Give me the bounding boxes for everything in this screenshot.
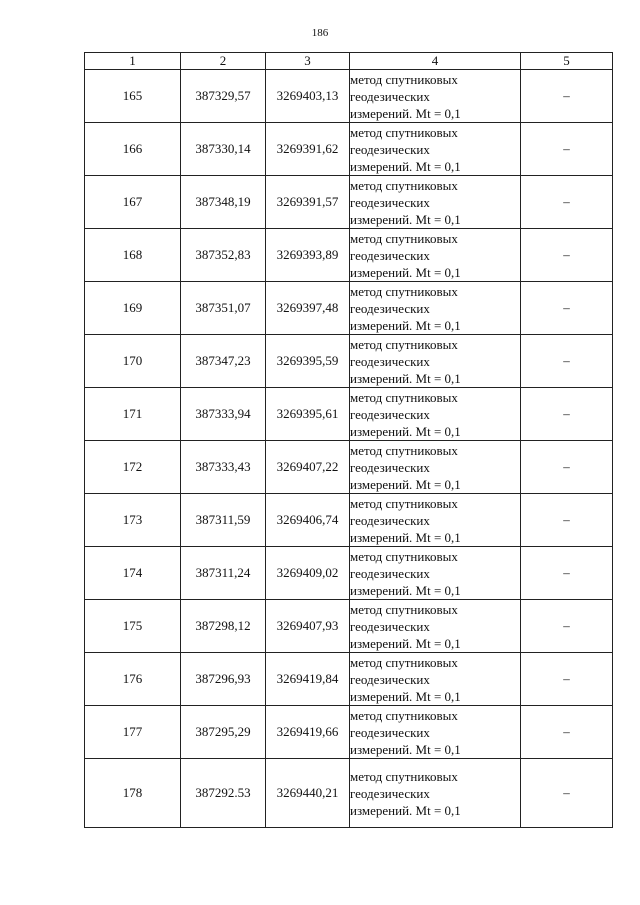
method-line: геодезических xyxy=(350,459,430,475)
column-5-cell: – xyxy=(521,759,613,828)
method-line: геодезических xyxy=(350,300,430,316)
column-5-cell: – xyxy=(521,335,613,388)
header-col-1: 1 xyxy=(85,53,181,70)
method-line: метод спутниковых xyxy=(350,654,458,670)
table-row xyxy=(85,600,613,653)
column-5-cell: – xyxy=(521,123,613,176)
y-coordinate-cell: 3269393,89 xyxy=(266,229,350,282)
method-line: метод спутниковых xyxy=(350,601,458,617)
point-number-cell: 170 xyxy=(85,335,181,388)
x-coordinate-cell: 387352,83 xyxy=(181,229,266,282)
method-line: метод спутниковых xyxy=(350,768,458,784)
method-line: геодезических xyxy=(350,671,430,687)
table-row xyxy=(85,653,613,706)
method-cell xyxy=(350,176,521,229)
x-coordinate-cell: 387311,24 xyxy=(181,547,266,600)
table-row xyxy=(85,706,613,759)
method-line: измерений. Mt = 0,1 xyxy=(350,582,461,598)
method-line: метод спутниковых xyxy=(350,283,458,299)
point-number-cell: 168 xyxy=(85,229,181,282)
x-coordinate-cell: 387348,19 xyxy=(181,176,266,229)
method-line: метод спутниковых xyxy=(350,71,458,87)
point-number-cell: 175 xyxy=(85,600,181,653)
y-coordinate-cell: 3269409,02 xyxy=(266,547,350,600)
column-5-cell: – xyxy=(521,388,613,441)
table-row xyxy=(85,494,613,547)
method-line: измерений. Mt = 0,1 xyxy=(350,105,461,121)
method-line: измерений. Mt = 0,1 xyxy=(350,370,461,386)
point-number-cell: 172 xyxy=(85,441,181,494)
method-line: геодезических xyxy=(350,141,430,157)
point-number-cell: 176 xyxy=(85,653,181,706)
y-coordinate-cell: 3269407,93 xyxy=(266,600,350,653)
table-row xyxy=(85,229,613,282)
column-5-cell: – xyxy=(521,70,613,123)
x-coordinate-cell: 387351,07 xyxy=(181,282,266,335)
y-coordinate-cell: 3269407,22 xyxy=(266,441,350,494)
y-coordinate-cell: 3269406,74 xyxy=(266,494,350,547)
x-coordinate-cell: 387311,59 xyxy=(181,494,266,547)
method-line: геодезических xyxy=(350,618,430,634)
table-row xyxy=(85,70,613,123)
x-coordinate-cell: 387296,93 xyxy=(181,653,266,706)
point-number-cell: 169 xyxy=(85,282,181,335)
point-number-cell: 166 xyxy=(85,123,181,176)
column-5-cell: – xyxy=(521,176,613,229)
point-number-cell: 177 xyxy=(85,706,181,759)
method-line: геодезических xyxy=(350,247,430,263)
x-coordinate-cell: 387298,12 xyxy=(181,600,266,653)
method-cell xyxy=(350,653,521,706)
column-5-cell: – xyxy=(521,229,613,282)
column-5-cell: – xyxy=(521,653,613,706)
method-line: метод спутниковых xyxy=(350,336,458,352)
y-coordinate-cell: 3269395,59 xyxy=(266,335,350,388)
point-number-cell: 171 xyxy=(85,388,181,441)
method-cell xyxy=(350,229,521,282)
header-col-3: 3 xyxy=(266,53,350,70)
method-line: геодезических xyxy=(350,785,430,801)
method-line: измерений. Mt = 0,1 xyxy=(350,688,461,704)
point-number-cell: 167 xyxy=(85,176,181,229)
method-line: измерений. Mt = 0,1 xyxy=(350,264,461,280)
method-cell xyxy=(350,706,521,759)
method-line: измерений. Mt = 0,1 xyxy=(350,529,461,545)
table-body xyxy=(85,70,613,828)
x-coordinate-cell: 387347,23 xyxy=(181,335,266,388)
method-line: геодезических xyxy=(350,565,430,581)
y-coordinate-cell: 3269391,62 xyxy=(266,123,350,176)
method-line: измерений. Mt = 0,1 xyxy=(350,317,461,333)
method-line: геодезических xyxy=(350,194,430,210)
method-line: геодезических xyxy=(350,724,430,740)
point-number-cell: 174 xyxy=(85,547,181,600)
method-line: измерений. Mt = 0,1 xyxy=(350,158,461,174)
x-coordinate-cell: 387329,57 xyxy=(181,70,266,123)
page-number: 186 xyxy=(311,27,329,39)
header-col-4: 4 xyxy=(350,53,521,70)
method-line: метод спутниковых xyxy=(350,548,458,564)
method-line: метод спутниковых xyxy=(350,177,458,193)
method-line: метод спутниковых xyxy=(350,124,458,140)
header-col-2: 2 xyxy=(181,53,266,70)
method-line: измерений. Mt = 0,1 xyxy=(350,802,461,818)
table-row xyxy=(85,176,613,229)
method-line: метод спутниковых xyxy=(350,230,458,246)
table-header xyxy=(85,53,613,70)
method-cell xyxy=(350,123,521,176)
method-line: измерений. Mt = 0,1 xyxy=(350,635,461,651)
y-coordinate-cell: 3269395,61 xyxy=(266,388,350,441)
x-coordinate-cell: 387333,43 xyxy=(181,441,266,494)
method-line: метод спутниковых xyxy=(350,389,458,405)
method-cell xyxy=(350,759,521,828)
y-coordinate-cell: 3269419,84 xyxy=(266,653,350,706)
method-line: метод спутниковых xyxy=(350,495,458,511)
coordinates-table xyxy=(84,52,613,828)
method-line: геодезических xyxy=(350,512,430,528)
column-5-cell: – xyxy=(521,600,613,653)
method-cell xyxy=(350,388,521,441)
table-row xyxy=(85,441,613,494)
method-line: метод спутниковых xyxy=(350,707,458,723)
point-number-cell: 165 xyxy=(85,70,181,123)
method-line: метод спутниковых xyxy=(350,442,458,458)
table-row xyxy=(85,282,613,335)
method-cell xyxy=(350,547,521,600)
y-coordinate-cell: 3269397,48 xyxy=(266,282,350,335)
method-line: измерений. Mt = 0,1 xyxy=(350,423,461,439)
table-row xyxy=(85,388,613,441)
method-line: геодезических xyxy=(350,88,430,104)
method-cell xyxy=(350,70,521,123)
point-number-cell: 173 xyxy=(85,494,181,547)
method-line: измерений. Mt = 0,1 xyxy=(350,741,461,757)
method-line: геодезических xyxy=(350,353,430,369)
method-line: измерений. Mt = 0,1 xyxy=(350,476,461,492)
column-5-cell: – xyxy=(521,441,613,494)
header-col-5: 5 xyxy=(521,53,613,70)
y-coordinate-cell: 3269391,57 xyxy=(266,176,350,229)
column-5-cell: – xyxy=(521,282,613,335)
method-cell xyxy=(350,335,521,388)
method-cell xyxy=(350,441,521,494)
method-cell xyxy=(350,600,521,653)
y-coordinate-cell: 3269403,13 xyxy=(266,70,350,123)
x-coordinate-cell: 387333,94 xyxy=(181,388,266,441)
column-5-cell: – xyxy=(521,547,613,600)
column-5-cell: – xyxy=(521,706,613,759)
x-coordinate-cell: 387295,29 xyxy=(181,706,266,759)
x-coordinate-cell: 387330,14 xyxy=(181,123,266,176)
column-5-cell: – xyxy=(521,494,613,547)
y-coordinate-cell: 3269419,66 xyxy=(266,706,350,759)
y-coordinate-cell: 3269440,21 xyxy=(266,759,350,828)
method-line: измерений. Mt = 0,1 xyxy=(350,211,461,227)
point-number-cell: 178 xyxy=(85,759,181,828)
header-row xyxy=(85,53,613,70)
method-cell xyxy=(350,494,521,547)
table-row xyxy=(85,123,613,176)
x-coordinate-cell: 387292.53 xyxy=(181,759,266,828)
table-row xyxy=(85,547,613,600)
method-line: геодезических xyxy=(350,406,430,422)
table-row xyxy=(85,335,613,388)
table-row xyxy=(85,759,613,828)
method-cell xyxy=(350,282,521,335)
